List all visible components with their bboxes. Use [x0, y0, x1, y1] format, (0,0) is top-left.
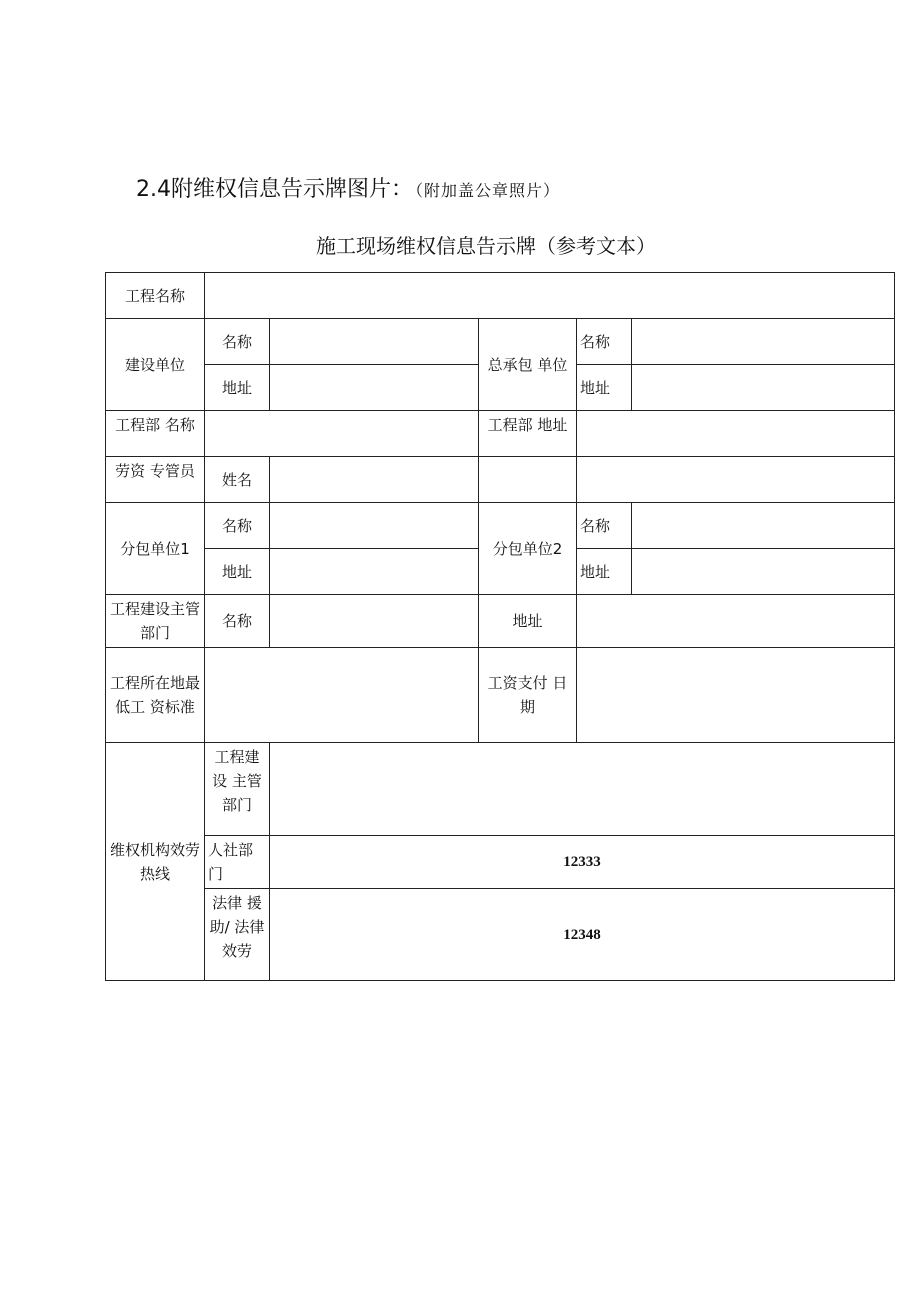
pay-date-label: 工资支付 日期 — [479, 648, 577, 743]
project-name-value — [205, 273, 895, 319]
table-row — [106, 411, 895, 457]
full-name-value — [270, 457, 479, 503]
min-wage-label: 工程所在地最低工 资标准 — [106, 648, 205, 743]
section-title: 2.4附维权信息告示牌图片： — [136, 177, 413, 202]
section-note: （附加盖公章照片） — [415, 181, 561, 200]
authority-name-label: 名称 — [205, 595, 270, 648]
contractor-name-value — [632, 319, 895, 365]
full-name-label: 姓名 — [205, 457, 270, 503]
blank-cell — [577, 457, 895, 503]
rights-info-table — [105, 272, 895, 981]
hotline-authority-label: 工程建设 主管 部门 — [205, 743, 270, 836]
table-row — [106, 595, 895, 648]
table-row — [106, 648, 895, 743]
labor-manager-label: 劳资 专管员 — [106, 457, 205, 503]
table-row — [106, 319, 895, 365]
subcontractor2-label: 分包单位2 — [479, 503, 577, 595]
contractor-name-label: 名称 — [577, 319, 632, 365]
sub2-name-label: 名称 — [577, 503, 632, 549]
builder-unit-label: 建设单位 — [106, 319, 205, 411]
sub2-address-value — [632, 549, 895, 595]
project-dept-address-value — [577, 411, 895, 457]
authority-address-label: 地址 — [479, 595, 577, 648]
authority-label: 工程建设主管部门 — [106, 595, 205, 648]
hotline-hr-value: 12333 — [270, 836, 895, 889]
builder-name-label: 名称 — [205, 319, 270, 365]
table-row — [106, 743, 895, 836]
project-name-label: 工程名称 — [106, 273, 205, 319]
table-row — [106, 836, 895, 889]
table-row — [106, 273, 895, 319]
builder-address-label: 地址 — [205, 365, 270, 411]
sub1-address-value — [270, 549, 479, 595]
authority-name-value — [270, 595, 479, 648]
sub1-name-value — [270, 503, 479, 549]
contractor-address-value — [632, 365, 895, 411]
table-row — [106, 503, 895, 549]
sub1-address-label: 地址 — [205, 549, 270, 595]
sign-title: 施工现场维权信息告示牌（参考文本） — [316, 234, 656, 258]
sub2-name-value — [632, 503, 895, 549]
table-row — [106, 889, 895, 981]
table-row — [106, 457, 895, 503]
project-dept-name-label: 工程部 名称 — [106, 411, 205, 457]
hotline-hr-label: 人社部门 — [205, 836, 270, 889]
sub2-address-label: 地址 — [577, 549, 632, 595]
min-wage-value — [205, 648, 479, 743]
sub1-name-label: 名称 — [205, 503, 270, 549]
hotline-legal-value: 12348 — [270, 889, 895, 981]
subcontractor1-label: 分包单位1 — [106, 503, 205, 595]
project-dept-name-value — [205, 411, 479, 457]
contractor-address-label: 地址 — [577, 365, 632, 411]
hotline-legal-label: 法律 援助/ 法律 效劳 — [205, 889, 270, 981]
pay-date-value — [577, 648, 895, 743]
hotline-authority-value — [270, 743, 895, 836]
blank-cell — [479, 457, 577, 503]
general-contractor-label: 总承包 单位 — [479, 319, 577, 411]
authority-address-value — [577, 595, 895, 648]
builder-name-value — [270, 319, 479, 365]
hotline-label: 维权机构效劳热线 — [106, 743, 205, 981]
builder-address-value — [270, 365, 479, 411]
project-dept-address-label: 工程部 地址 — [479, 411, 577, 457]
section-heading — [136, 172, 560, 203]
